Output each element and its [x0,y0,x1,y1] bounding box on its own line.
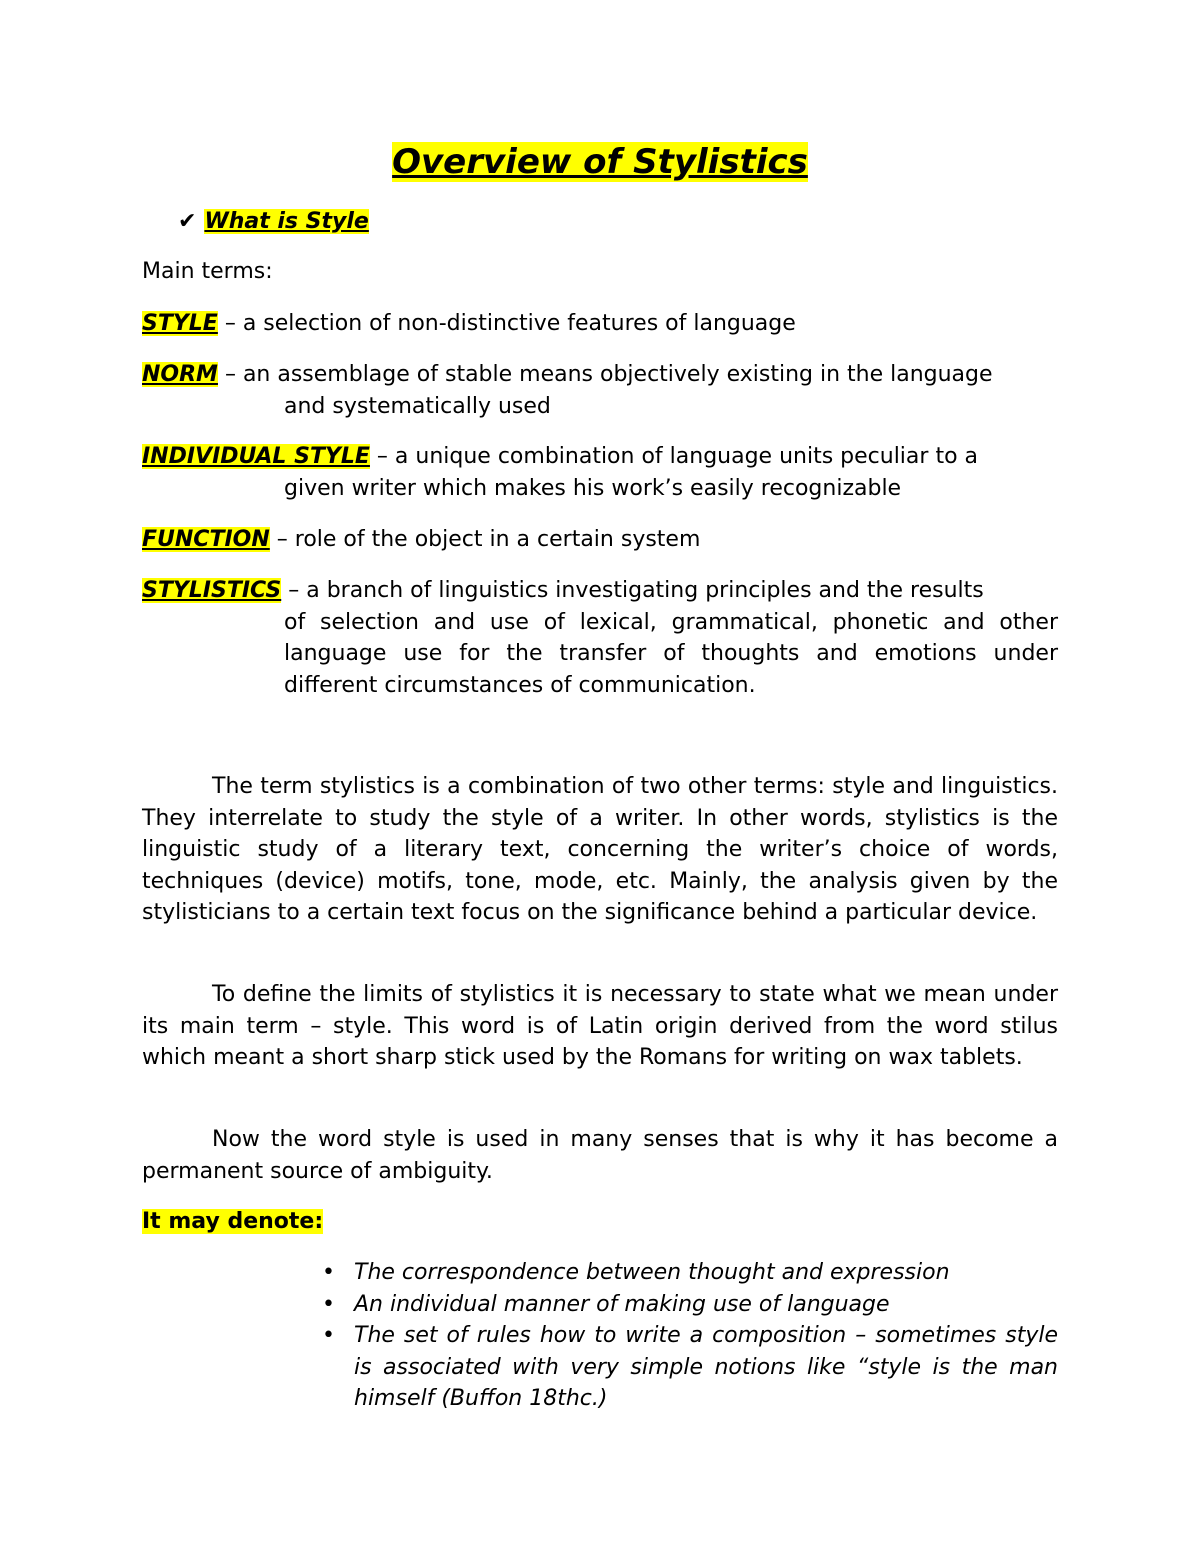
term-definition-text: – a selection of non-distinctive features of language [217,311,796,336]
term-definition-text: – role of the object in a certain system [269,527,701,552]
list-item-text: An individual manner of making use of language [354,1291,890,1317]
term-definition-continuation: and systematically used [284,393,551,419]
list-item [322,1257,1058,1289]
page-title [0,140,1200,184]
list-item [322,1289,1058,1321]
main-terms-label: Main terms: [142,259,273,284]
term-definition-norm [142,359,1058,422]
term-definition-continuation: given writer which makes his work’s easily recognizable [284,475,902,501]
term-definition-continuation: of selection and use of lexical, grammatical, phonetic and other language use for the transfer of thoughts and emotions under different circumstances of communication. [284,609,1058,698]
list-item-text: The correspondence between thought and expression [354,1260,950,1285]
bullet-list [322,1257,1058,1415]
term-label: STYLE [142,311,218,336]
bullet-icon: • [322,1260,335,1285]
denote-heading [142,1206,323,1238]
page-title-text: Overview of Stylistics [392,142,808,182]
bullet-icon: • [322,1323,335,1348]
section-heading [178,206,369,238]
body-paragraph: To define the limits of stylistics it is necessary to state what we mean under its main term – style. This word is of Latin origin derived from the word stilus which meant a short sharp stick used by the Romans for writing on wax tablets. [142,982,1058,1070]
term-definition-stylistics [142,575,1058,701]
denote-heading-text: It may denote: [142,1209,324,1234]
term-label: NORM [142,362,218,387]
bullet-icon: • [322,1291,335,1317]
term-definition-individual-style [142,441,1058,504]
term-label: FUNCTION [142,527,270,552]
term-definition-text: – an assemblage of stable means objectively existing in the language [217,362,993,387]
term-definition-style [142,308,1058,340]
term-label: INDIVIDUAL STYLE [142,444,370,469]
section-heading-text: What is Style [204,209,369,234]
list-item-text: The set of rules how to write a composition – sometimes style is associated with very simple notions like “style is the man himself (Buffon 18thc.) [354,1323,1058,1411]
body-paragraph: Now the word style is used in many senses that is why it has become a permanent source of ambiguity. [142,1127,1058,1184]
list-item [322,1320,1058,1415]
term-definition-function [142,524,1058,556]
term-label: STYLISTICS [142,578,282,603]
checkmark-icon: ✔ [178,209,197,234]
body-paragraph: The term stylistics is a combination of two other terms: style and linguistics. They interrelate to study the style of a writer. In other words, stylistics is the linguistic study of a literary text, concerning the writer’s choice of words, techniques (device) motifs, tone, mode, etc. Mainly, the analysis given by the stylisticians to a certain text focus on the significance behind a particular device. [142,774,1058,925]
term-definition-text: – a unique combination of language units peculiar to a [369,444,978,469]
term-definition-text: – a branch of linguistics investigating principles and the results [281,578,984,603]
